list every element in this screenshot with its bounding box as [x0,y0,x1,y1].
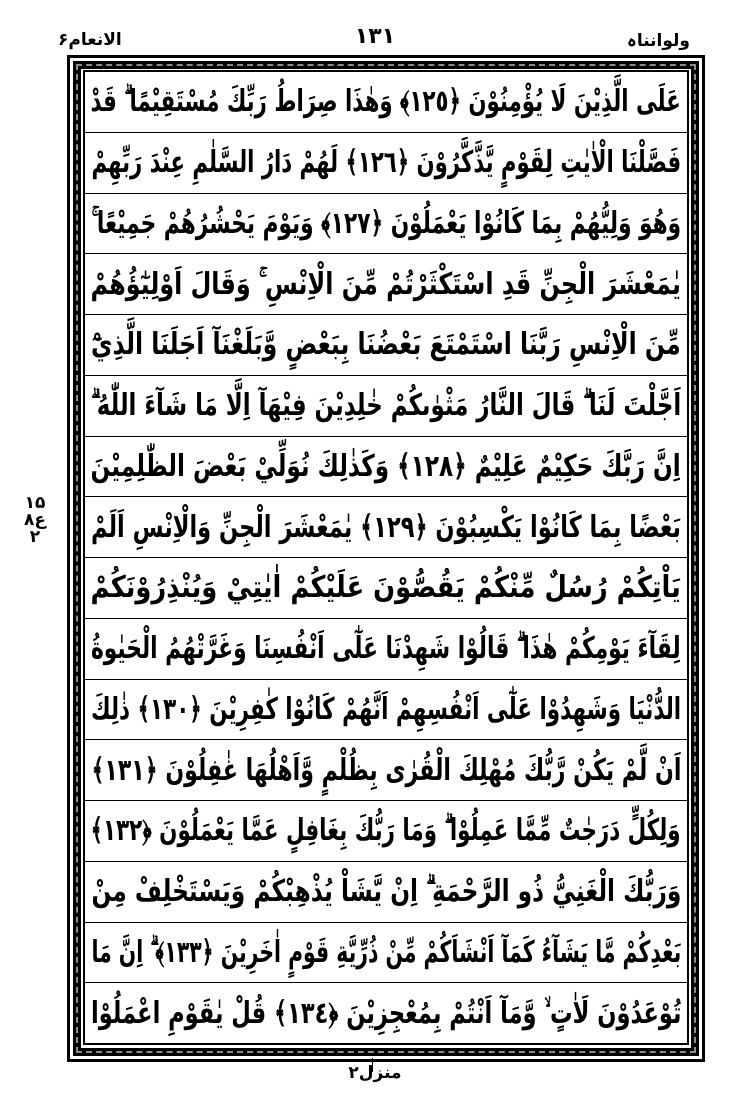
verse-line [85,680,687,741]
page-number: ۱۳۱ [354,24,396,49]
verse-lines [85,72,687,1043]
para-name-label: ولوانناہ [626,31,690,51]
verse-line-text: اِنَّ رَبَّكَ حَكِيْمٌ عَلِيْمٌ ﴿١٢٨﴾ وَكَذٰلِكَ نُوَلِّيْ بَعْضَ الظّٰلِمِيْنَ [90,448,682,484]
verse-line-text: لِقَآءَ يَوْمِكُمْ هٰذَا ۗ قَالُوْا شَهِدْنَا عَلٰٓى اَنْفُسِنَا وَغَرَّتْهُمُ الْحَيٰوةُ [91,631,681,667]
verse-line [85,558,687,619]
verse-line-text: بَعْضًا بِمَا كَانُوْا يَكْسِبُوْنَ ﴿١٢٩﴾ يٰمَعْشَرَ الْجِنِّ وَالْاِنْسِ اَلَمْ [90,509,681,545]
verse-line [85,983,687,1043]
verse-line [85,315,687,376]
verse-line-text: تُوْعَدُوْنَ لَاٰتٍ ۙ وَّمَآ اَنْتُمْ بِمُعْجِزِيْنَ ﴿١٣٤﴾ قُلْ يٰقَوْمِ اعْمَلُوْا [90,995,682,1031]
verse-line-text: بَعْدِكُمْ مَّا يَشَآءُ كَمَآ اَنْشَاَكُمْ مِّنْ ذُرِّيَّةِ قَوْمٍ اٰخَرِيْنَ ﴿١٣٣﴾ ۗ اِنَّ مَا [91,934,681,970]
verse-line [85,862,687,923]
verse-line-text: اَنْ لَّمْ يَكُنْ رَّبُّكَ مُهْلِكَ الْقُرٰى بِظُلْمٍ وَّاَهْلُهَا غٰفِلُوْنَ ﴿١٣١﴾ [91,752,681,788]
surah-name-label: الانعام۶ [58,30,122,50]
verse-line [85,619,687,680]
verse-line-text: اَجَّلْتَ لَنَا ۗ قَالَ النَّارُ مَثْوٰىكُمْ خٰلِدِيْنَ فِيْهَآ اِلَّا مَا شَآءَ اللّٰهُ ۗ [90,388,682,424]
manzil-label: منزل۲ [348,1063,402,1083]
verse-line-text: مِّنَ الْاِنْسِ رَبَّنَا اسْتَمْتَعَ بَعْضُنَا بِبَعْضٍ وَّبَلَغْنَآ اَجَلَنَا الَّذِيْٓ [91,327,681,363]
verse-line [85,72,687,133]
verse-line-text: عَلَى الَّذِيْنَ لَا يُؤْمِنُوْنَ ﴿١٢٥﴾ وَهٰذَا صِرَاطُ رَبِّكَ مُسْتَقِيْمًا ۗ قَدْ [90,84,682,120]
verse-line [85,437,687,498]
verse-line-text: يَاْتِكُمْ رُسُلٌ مِّنْكُمْ يَقُصُّوْنَ عَلَيْكُمْ اٰيٰتِيْ وَيُنْذِرُوْنَكُمْ [90,570,682,606]
ruku-marker: ۱۵ ع۸ ۲ [23,493,46,547]
verse-line [85,254,687,315]
verse-line-text: وَلِكُلٍّ دَرَجٰتٌ مِّمَّا عَمِلُوْا ۗ وَمَا رَبُّكَ بِغَافِلٍ عَمَّا يَعْمَلُوْنَ ﴿١٣٢﴾ [90,813,682,849]
verse-line [85,194,687,255]
verse-line [85,133,687,194]
verse-line-text: فَصَّلْنَا الْاٰيٰتِ لِقَوْمٍ يَّذَّكَّرُوْنَ ﴿١٢٦﴾ لَهُمْ دَارُ السَّلٰمِ عِنْدَ رَبِّهِمْ [91,145,681,181]
text-panel [83,70,689,1045]
verse-line [85,497,687,558]
verse-line [85,376,687,437]
verse-line [85,740,687,801]
ornamental-frame [67,55,705,1062]
verse-line [85,923,687,984]
verse-line-text: وَهُوَ وَلِيُّهُمْ بِمَا كَانُوْا يَعْمَلُوْنَ ﴿١٢٧﴾ وَيَوْمَ يَحْشُرُهُمْ جَمِيْعًا ۚ [91,205,681,241]
verse-line-text: وَرَبُّكَ الْغَنِيُّ ذُو الرَّحْمَةِ ۗ اِنْ يَّشَاْ يُذْهِبْكُمْ وَيَسْتَخْلِفْ مِنْ [91,874,681,910]
verse-line [85,801,687,862]
verse-line-text: الدُّنْيَا وَشَهِدُوْا عَلٰٓى اَنْفُسِهِمْ اَنَّهُمْ كَانُوْا كٰفِرِيْنَ ﴿١٣٠﴾ ذٰلِكَ [90,691,682,727]
verse-line-text: يٰمَعْشَرَ الْجِنِّ قَدِ اسْتَكْثَرْتُمْ مِّنَ الْاِنْسِ ۚ وَقَالَ اَوْلِيٰٓؤُهُمْ [90,266,682,302]
